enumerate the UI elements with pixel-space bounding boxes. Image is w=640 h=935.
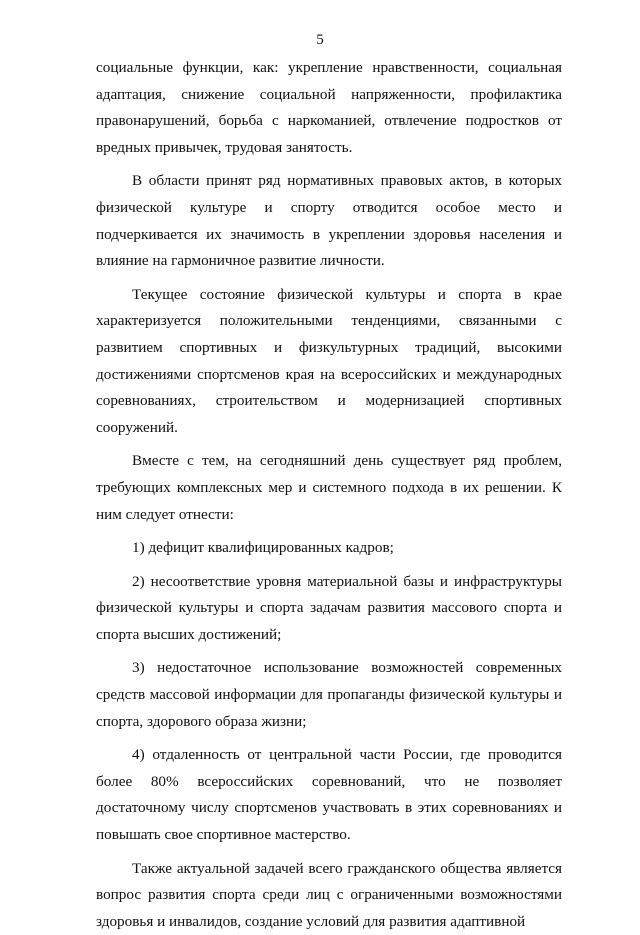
body-text: [96, 55, 562, 935]
paragraph-2: В области принят ряд нормативных правовых актов, в которых физической культуре и спорту отводится особое место и подчеркивается их значимость в укреплении здоровья населения и влияние на гармоничное развитие личности.: [96, 172, 562, 270]
paragraph-1: социальные функции, как: укрепление нравственности, социальная адаптация, снижение социальной напряженности, профилактика правонарушений, борьба с наркоманией, отвлечение подростков от вредных привычек, трудовая занятость.: [96, 59, 562, 156]
list-item-1: 1) дефицит квалифицированных кадров;: [132, 539, 394, 557]
list-item-4: 4) отдаленность от центральной части России, где проводится более 80% всероссийских соревнований, что не позволяет достаточному числу спортсменов участвовать в этих соревнованиях и повышать свое спортивное мастерство.: [96, 746, 562, 844]
paragraph-4: Вместе с тем, на сегодняшний день существует ряд проблем, требующих комплексных мер и системного подхода в их решении. К ним следует отнести:: [96, 452, 562, 523]
paragraph-5: Также актуальной задачей всего гражданского общества является вопрос развития спорта среди лиц с ограниченными возможностями здоровья и инвалидов, создание условий для развития адаптивной: [96, 859, 562, 930]
paragraph-3: Текущее состояние физической культуры и спорта в крае характеризуется положительными тенденциями, связанными с развитием спортивных и физкультурных традиций, высокими достижениями спортсменов края на всероссийских и международных соревнованиях, строительством и модернизацией спортивных сооружений.: [96, 285, 562, 436]
list-item-2: 2) несоответствие уровня материальной базы и инфраструктуры физической культуры и спорта задачам развития массового спорта и спорта высших достижений;: [96, 572, 562, 643]
list-item-3: 3) недостаточное использование возможностей современных средств массовой информации для пропаганды физической культуры и спорта, здорового образа жизни;: [96, 659, 562, 730]
page-number: 5: [316, 32, 324, 48]
